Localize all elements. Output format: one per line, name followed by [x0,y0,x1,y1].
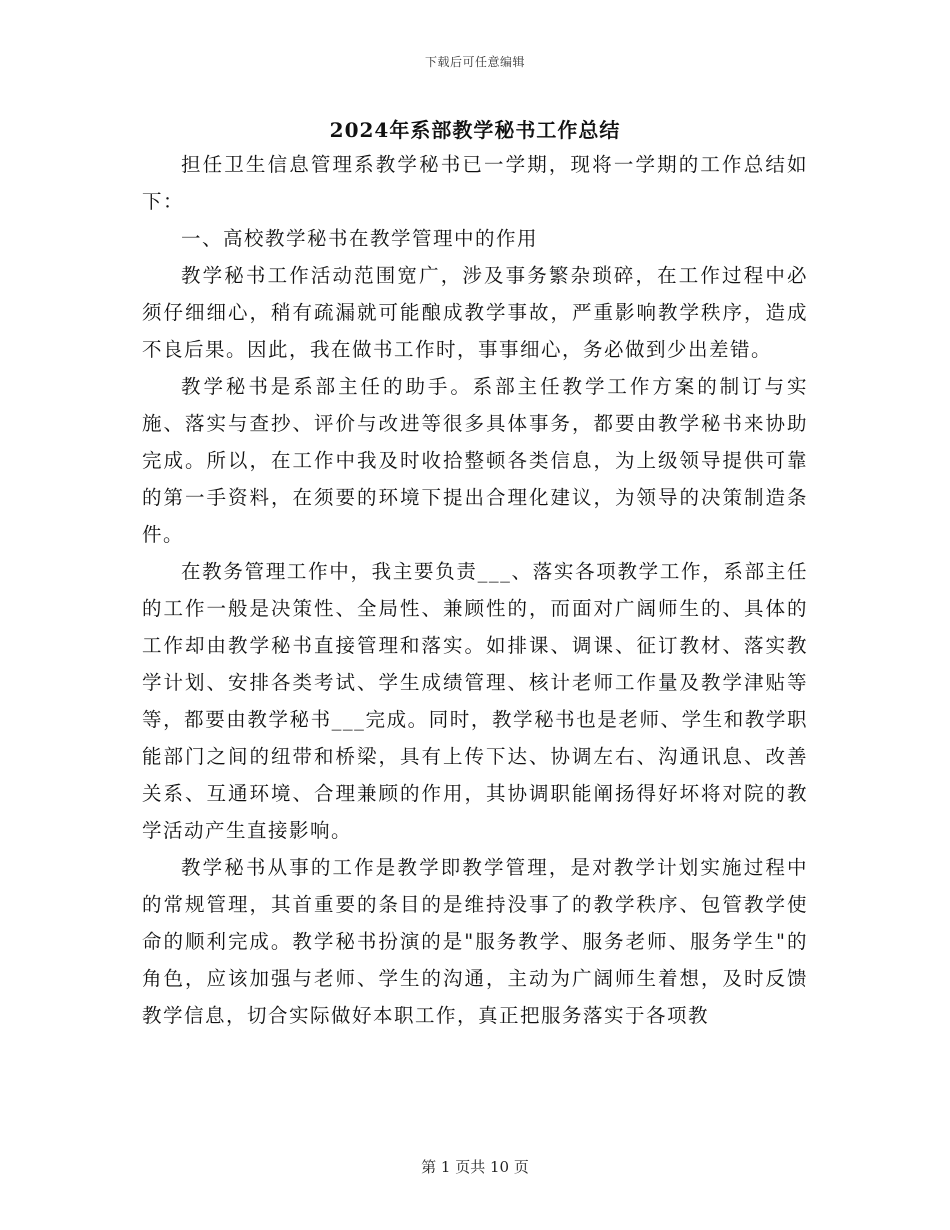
paragraph-3: 在教务管理工作中，我主要负责___、落实各项教学工作，系部主任的工作一般是决策性、全局性、兼顾性的，而面对广阔师生的、具体的工作却由教学秘书直接管理和落实。如排课、调课、征订教材、落实教学计划、安排各类考试、学生成绩管理、核计老师工作量及教学津贴等等，都要由教学秘书___完成。同时，教学秘书也是老师、学生和教学职能部门之间的纽带和桥梁，具有上传下达、协调左右、沟通讯息、改善关系、互通环境、合理兼顾的作用，其协调职能阐扬得好坏将对院的教学活动产生直接影响。 [142,560,808,842]
document-body [142,146,808,1034]
paragraph-4: 教学秘书从事的工作是教学即教学管理，是对教学计划实施过程中的常规管理，其首重要的条目的是维持没事了的教学秩序、包管教学使命的顺利完成。教学秘书扮演的是"服务教学、服务老师、服务学生"的角色，应该加强与老师、学生的沟通，主动为广阔师生着想，及时反馈教学信息，切合实际做好本职工作，真正把服务落实于各项教 [142,856,808,1027]
document-title: 2024年系部教学秘书工作总结 [329,118,621,142]
paragraph-intro: 担任卫生信息管理系教学秘书已一学期，现将一学期的工作总结如下： [142,153,808,213]
paragraph-2: 教学秘书是系部主任的助手。系部主任教学工作方案的制订与实施、落实与查抄、评价与改进等很多具体事务，都要由教学秘书来协助完成。所以，在工作中我及时收拾整顿各类信息，为上级领导提供可靠的第一手资料，在须要的环境下提出合理化建议，为领导的决策制造条件。 [142,375,808,546]
header-note: 下载后可任意编辑 [424,55,525,69]
page-number: 第 1 页共 10 页 [421,1158,529,1176]
section-heading-1: 一、高校教学秘书在教学管理中的作用 [181,227,539,250]
paragraph-1: 教学秘书工作活动范围宽广，涉及事务繁杂琐碎，在工作过程中必须仔细细心，稍有疏漏就可能酿成教学事故，严重影响教学秩序，造成不良后果。因此，我在做书工作时，事事细心，务必做到少出差错。 [142,264,808,361]
